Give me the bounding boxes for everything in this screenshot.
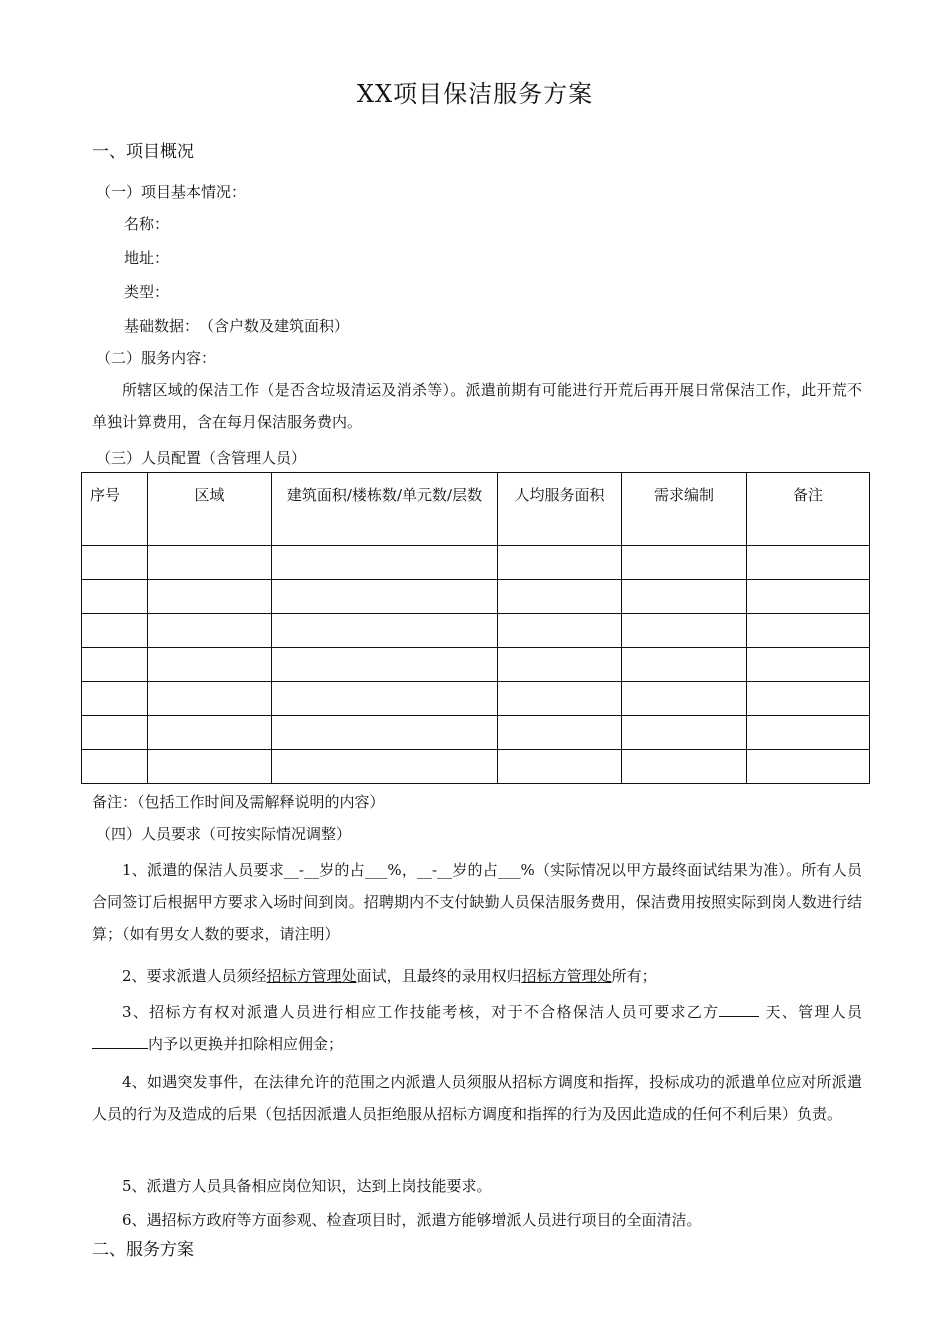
requirement-text: 天、管理人员 <box>765 1003 862 1021</box>
table-header: 需求编制 <box>622 473 747 546</box>
table-cell <box>82 750 148 784</box>
table-cell <box>498 580 622 614</box>
requirement-item-4: 4、如遇突发事件，在法律允许的范围之内派遣人员须服从招标方调度和指挥，投标成功的派遣单位应对所派遣人员的行为及造成的后果（包括因派遣人员拒绝服从招标方调度和指挥的行为及因此造成的任何不利后果）负责。 <box>92 1073 862 1123</box>
table-cell <box>622 682 747 716</box>
table-cell <box>498 614 622 648</box>
requirement-text: 面试，且最终的录用权归 <box>356 967 522 985</box>
underlined-term: 招标方管理处 <box>266 967 357 985</box>
table-cell <box>82 580 148 614</box>
section-heading-service-plan: 二、服务方案 <box>92 1240 194 1260</box>
requirement-item-1: 1、派遣的保洁人员要求__-__岁的占___%，__-__岁的占___%（实际情况以甲方最终面试结果为准）。所有人员合同签订后根据甲方要求入场时间到岗。招聘期内不支付缺勤人员保洁服务费用，保洁费用按照实际到岗人数进行结算；（如有男女人数的要求，请注明） <box>92 861 862 943</box>
table-cell <box>747 648 870 682</box>
table-cell <box>498 750 622 784</box>
table-cell <box>498 682 622 716</box>
requirement-item-3 <box>92 996 862 1060</box>
table-cell <box>622 546 747 580</box>
field-basic-data-label: 基础数据： （含户数及建筑面积） <box>124 317 350 335</box>
section-heading-overview: 一、项目概况 <box>92 142 194 162</box>
table-row <box>82 750 870 784</box>
requirement-text: 3、招标方有权对派遣人员进行相应工作技能考核，对于不合格保洁人员可要求乙方 <box>122 1003 720 1021</box>
subsection-staffing: （三）人员配置（含管理人员） <box>96 449 307 467</box>
requirement-item-2 <box>92 960 862 992</box>
table-cell <box>272 580 498 614</box>
table-cell <box>747 682 870 716</box>
table-header: 人均服务面积 <box>498 473 622 546</box>
table-row <box>82 580 870 614</box>
requirement-text: 2、要求派遣人员须经 <box>122 967 267 985</box>
table-cell <box>82 716 148 750</box>
table-cell <box>148 682 272 716</box>
table-header: 序号 <box>82 473 148 546</box>
table-cell <box>747 716 870 750</box>
table-cell <box>272 546 498 580</box>
table-header: 建筑面积/楼栋数/单元数/层数 <box>272 473 498 546</box>
requirement-item-5: 5、派遣方人员具备相应岗位知识，达到上岗技能要求。 <box>122 1177 492 1195</box>
table-header-row <box>82 473 870 546</box>
table-row <box>82 614 870 648</box>
table-header: 备注 <box>747 473 870 546</box>
table-cell <box>148 546 272 580</box>
subsection-staff-requirements: （四）人员要求（可按实际情况调整） <box>96 825 352 843</box>
table-cell <box>148 614 272 648</box>
service-content-text: 所辖区域的保洁工作（是否含垃圾清运及消杀等）。派遣前期有可能进行开荒后再开展日常保洁工作，此开荒不单独计算费用，含在每月保洁服务费内。 <box>92 381 862 431</box>
table-cell <box>622 750 747 784</box>
requirement-text: 内予以更换并扣除相应佣金； <box>148 1035 344 1053</box>
subsection-service-content: （二）服务内容： <box>96 349 217 367</box>
table-cell <box>272 750 498 784</box>
table-cell <box>498 546 622 580</box>
table-row <box>82 648 870 682</box>
table-header: 区域 <box>148 473 272 546</box>
requirement-item-6: 6、遇招标方政府等方面参观、检查项目时，派遣方能够增派人员进行项目的全面清洁。 <box>122 1211 702 1229</box>
table-cell <box>498 648 622 682</box>
table-cell <box>148 648 272 682</box>
table-cell <box>82 614 148 648</box>
underlined-term: 招标方管理处 <box>521 967 612 985</box>
staffing-table <box>81 472 870 784</box>
table-cell <box>148 716 272 750</box>
table-cell <box>272 614 498 648</box>
table-row <box>82 682 870 716</box>
table-cell <box>622 580 747 614</box>
table-cell <box>622 716 747 750</box>
table-cell <box>82 648 148 682</box>
requirement-text: 所有； <box>611 967 657 985</box>
table-cell <box>747 580 870 614</box>
table-cell <box>148 580 272 614</box>
table-cell <box>82 546 148 580</box>
page-title: XX项目保洁服务方案 <box>356 80 594 108</box>
field-type-label: 类型： <box>124 283 170 301</box>
table-row <box>82 716 870 750</box>
subsection-basic-info: （一）项目基本情况： <box>96 183 247 201</box>
fill-in-blank <box>92 1033 148 1049</box>
table-cell <box>498 716 622 750</box>
table-cell <box>148 750 272 784</box>
field-address-label: 地址： <box>124 249 170 267</box>
fill-in-blank <box>719 1001 759 1017</box>
table-cell <box>272 648 498 682</box>
table-cell <box>82 682 148 716</box>
table-cell <box>272 682 498 716</box>
table-cell <box>747 614 870 648</box>
table-cell <box>747 750 870 784</box>
field-name-label: 名称： <box>124 215 170 233</box>
table-cell <box>622 614 747 648</box>
table-cell <box>747 546 870 580</box>
table-cell <box>622 648 747 682</box>
table-cell <box>272 716 498 750</box>
table-row <box>82 546 870 580</box>
table-note: 备注：（包括工作时间及需解释说明的内容） <box>92 793 385 811</box>
